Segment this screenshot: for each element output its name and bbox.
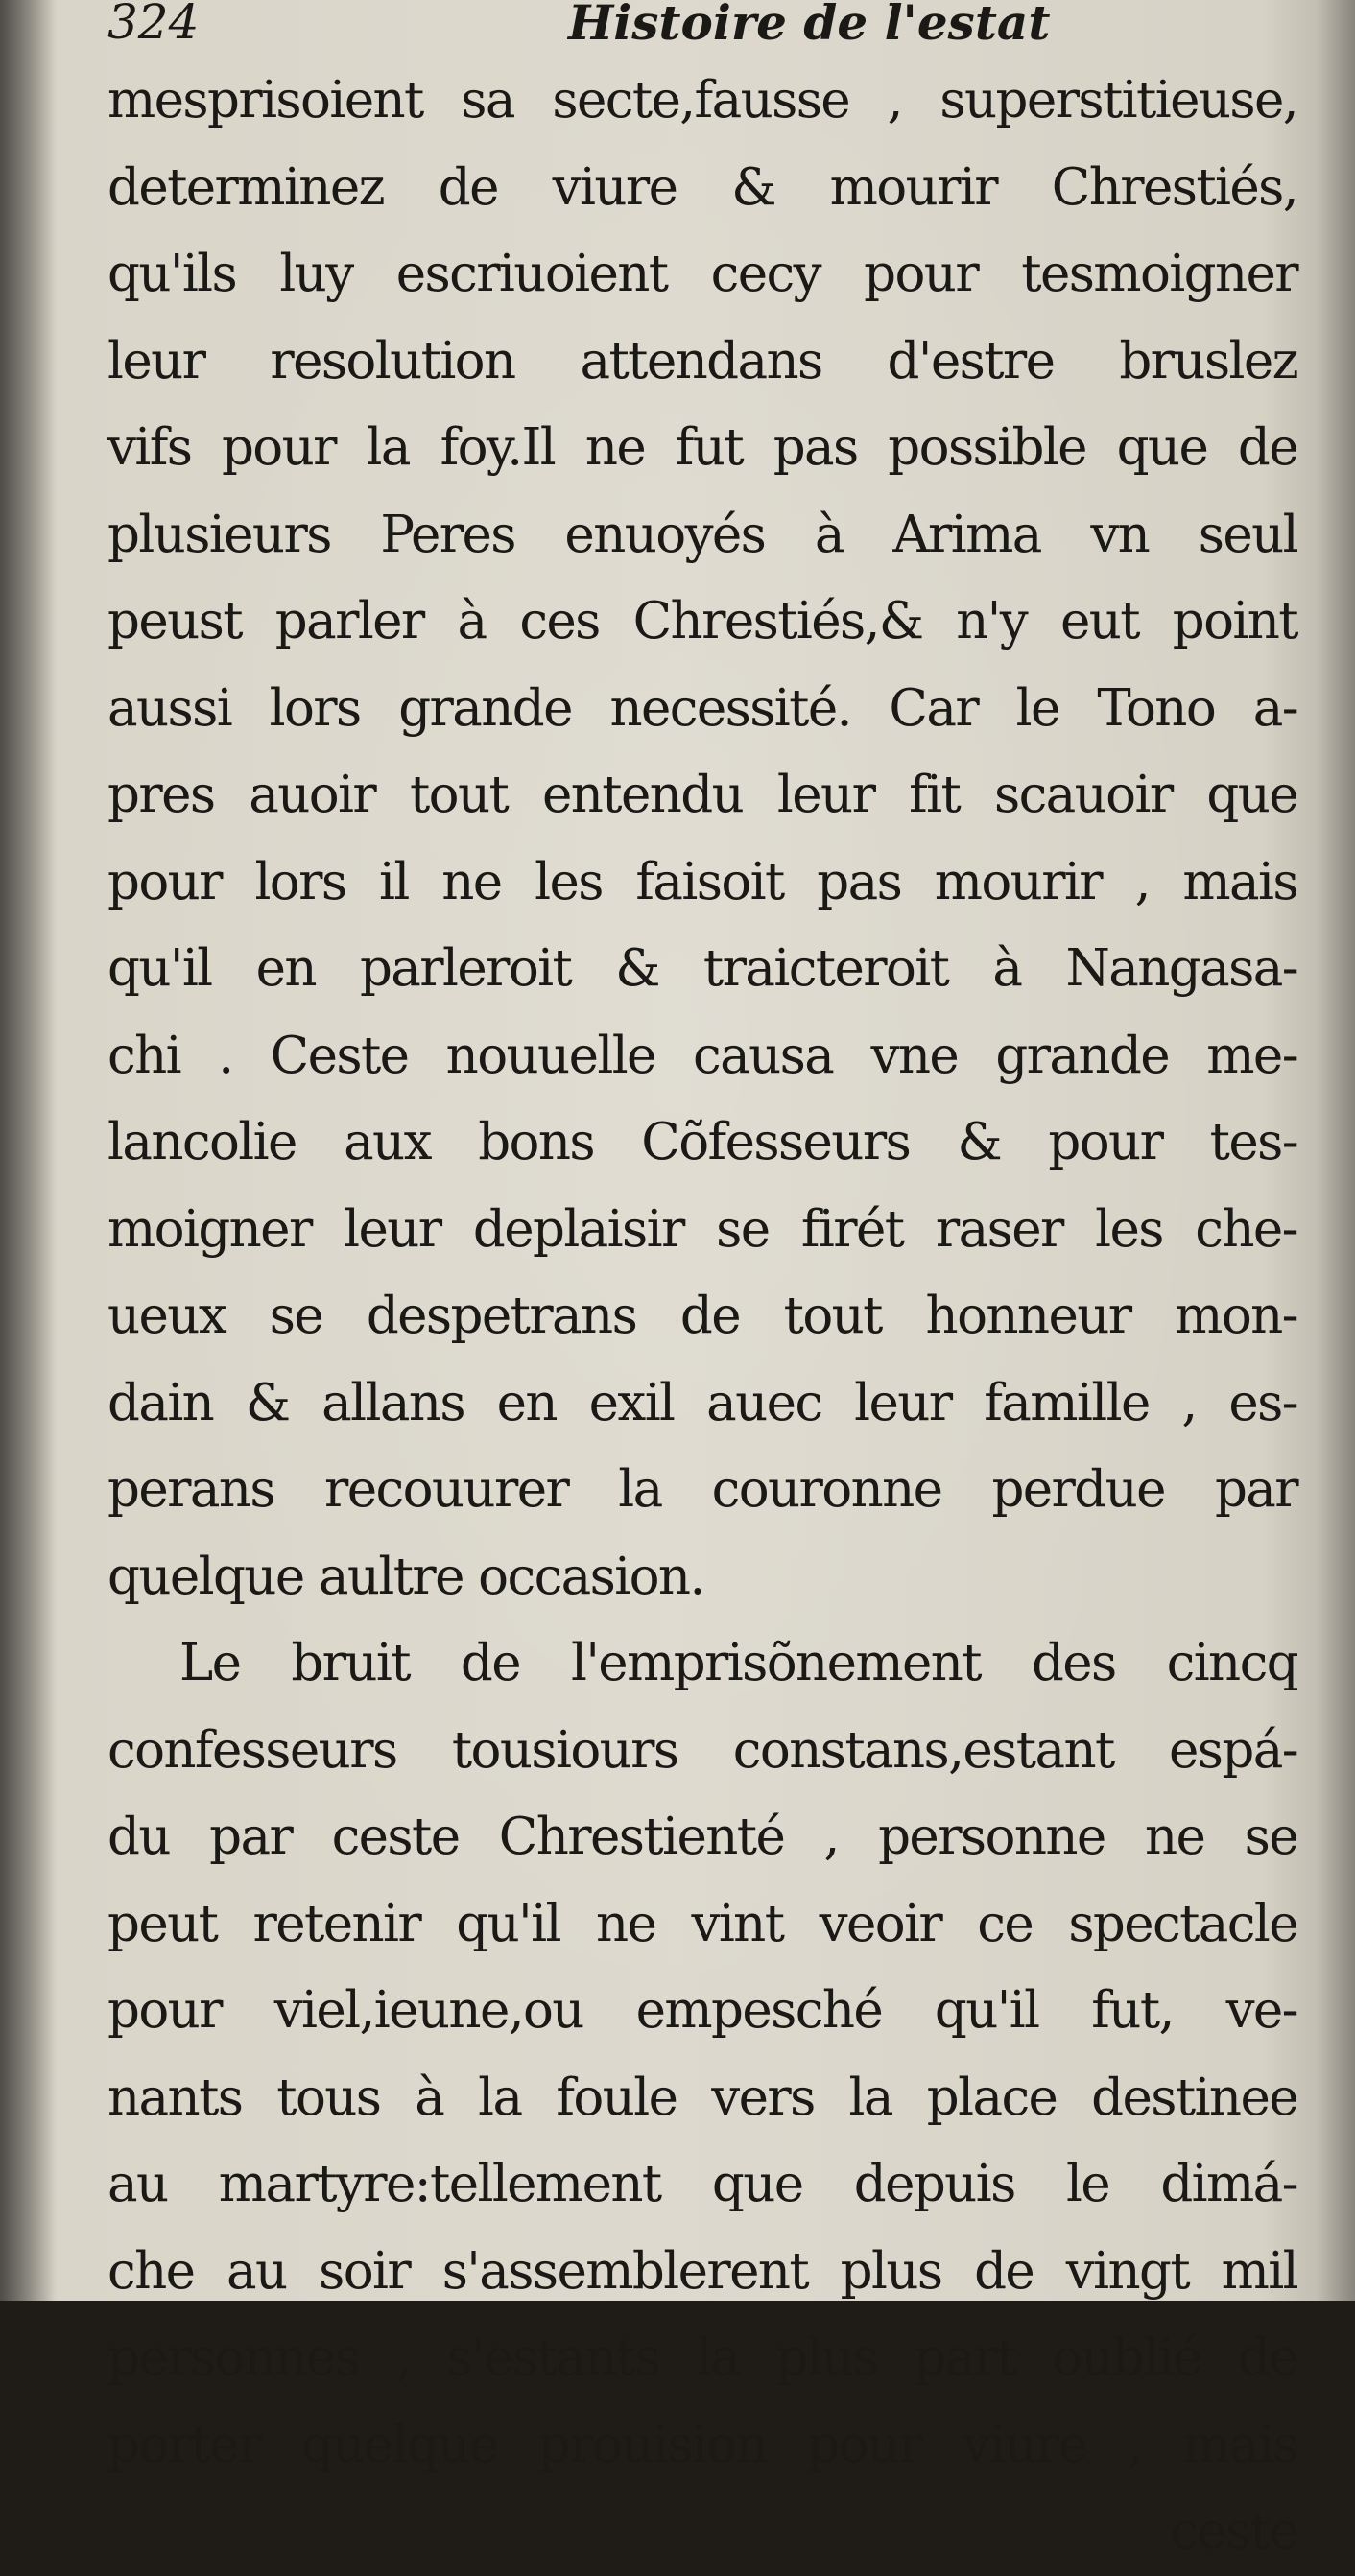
page-edge-shadow: [1317, 0, 1355, 2301]
text-line: confesseurs tousiours constans,estant espá-: [107, 1720, 1297, 1780]
text-line: determinez de viure & mourir Chrestiés,: [107, 157, 1297, 217]
running-head: Histoire de l'estat: [568, 0, 1051, 51]
text-line: du par ceste Chrestienté , personne ne se: [107, 1808, 1297, 1866]
text-line: dain & allans en exil auec leur famille , es-: [107, 1373, 1297, 1432]
text-line: che au soir s'assemblerent plus de vingt mil: [107, 2241, 1297, 2301]
body-text: [107, 58, 1297, 2576]
text-line: aussi lors grande necessité. Car le Tono a-: [107, 678, 1297, 738]
text-line: pour lors il ne les faisoit pas mourir , mais: [107, 852, 1297, 911]
text-line: leur resolution attendans d'estre bruslez: [107, 331, 1297, 390]
gutter-shadow: [0, 0, 58, 2301]
text-line: au martyre:tellement que depuis le dimá-: [107, 2155, 1297, 2213]
paragraph-first-line: Le bruit de l'emprisõnement des cincq: [179, 1634, 1297, 1692]
page-number: 324: [107, 0, 200, 50]
text-line: nants tous à la foule vers la place destinee: [107, 2068, 1297, 2127]
text-line: ueux se despetrans de tout honneur mon-: [107, 1287, 1297, 1345]
text-line: porter quelque prouision pour viure , mais: [107, 2415, 1297, 2474]
text-line: qu'ils luy escriuoient cecy pour tesmoigner: [107, 245, 1297, 303]
text-line: peust parler à ces Chrestiés,& n'y eut point: [107, 592, 1297, 650]
text-line: peut retenir qu'il ne vint veoir ce spectacle: [107, 1894, 1297, 1953]
text-line: chi . Ceste nouuelle causa vne grande me-: [107, 1026, 1297, 1085]
text-line: qu'il en parleroit & traicteroit à Nangasa-: [107, 939, 1297, 998]
text-line: pres auoir tout entendu leur fit scauoir que: [107, 766, 1297, 824]
text-line: pour viel,ieune,ou empesché qu'il fut, ve-: [107, 1981, 1297, 2040]
text-line: vifs pour la foy.Il ne fut pas possible que de: [107, 418, 1297, 477]
text-line: moigner leur deplaisir se firét raser les che-: [107, 1199, 1297, 1259]
text-line: plusieurs Peres enuoyés à Arima vn seul: [107, 505, 1297, 564]
text-line: mesprisoient sa secte,fausse , superstitieuse,: [107, 71, 1297, 130]
text-line: lancolie aux bons Cõfesseurs & pour tes-: [107, 1113, 1297, 1171]
text-line: personnes , s'estants la plus part oublié de: [107, 2328, 1297, 2387]
text-line: perans recouurer la couronne perdue par: [107, 1460, 1297, 1519]
text-line: quelque aultre occasion.: [107, 1547, 704, 1606]
catchword: ceste: [1170, 2502, 1297, 2561]
